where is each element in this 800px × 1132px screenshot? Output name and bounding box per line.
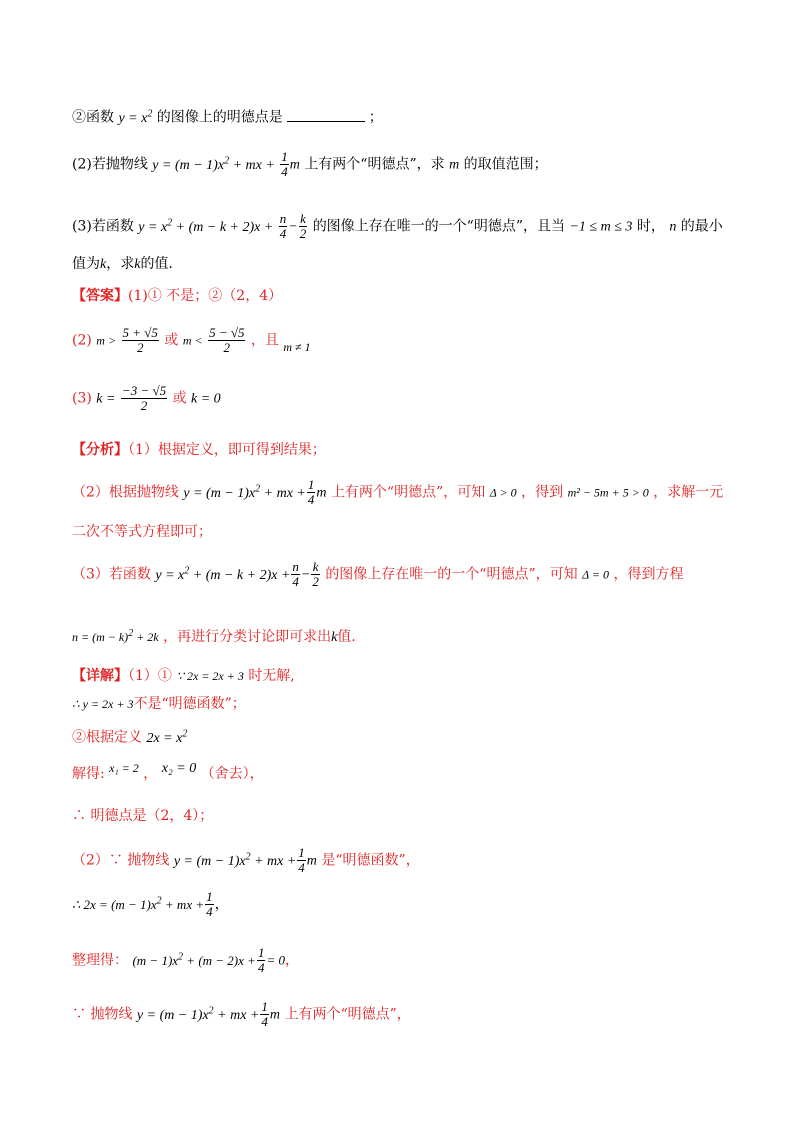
math-parabola: $y = (m - 1)x^2$ + mx + [136,1004,260,1023]
analysis-line-3 [72,522,212,542]
text: 的图像上的明德点是 [156,109,283,126]
math-m-lt: m < [182,333,203,348]
math-k-eq-0: k = 0 [191,391,221,407]
var-m: m [449,157,460,173]
question-line-2 [72,150,548,179]
analysis-line-4: （3）若函数 $y = x^2 + (m - k + 2)x$ + $\frac{n}{4}$ − $\frac{k}{2}$ 的图像上存在唯一的一个“明德点”，可知 Δ = 0 ，得到方程 [72,559,684,589]
var-m: m [306,853,317,869]
math-m-ne-1: m ≠ 1 [283,339,311,354]
math-eq-0: = 0 [266,952,285,968]
analysis-line-5 [72,624,356,648]
var-m: m [316,485,327,501]
text: ②根据定义 [72,729,142,746]
detail-line-8 [72,946,299,975]
text: 时无解, [248,668,295,684]
var-k: k [331,630,338,645]
answer-line-3 [72,384,221,413]
fraction-1-4: $\frac{1}{4}$ [307,477,315,507]
analysis-line-1 [72,440,326,460]
math-delta-eq-0: Δ = 0 [582,567,610,582]
fraction-neg3: $\frac{-3 - √5}{2}$ [121,383,167,413]
math-y-eq: ∴ y = 2x + 3 [72,697,134,711]
analysis-label: 【分析】 [72,442,128,458]
text: ， [284,952,299,969]
text: ，求解一元 [653,484,724,501]
answer-label: 【答案】 [72,288,128,304]
text: 或 [164,332,179,349]
math-rearranged: $(m - 1)x^2 + (m - 2)x$ + [132,951,256,968]
fraction-n-4: $\frac{n}{4}$ [292,559,299,589]
text: ，得到 [521,484,564,501]
fraction-1-4: $\frac{1}{4}$ [261,999,268,1029]
text: 上有两个“明德点”， [284,1006,411,1023]
text: ，再进行分类讨论即可求出 [163,629,332,645]
math-2x-eq-parabola: ∴ $2x = (m - 1)x^2$ + mx + [72,895,205,912]
text: (1)① 不是；②（2，4） [128,288,283,304]
fraction-5minus: $\frac{5 - √5}{2}$ [209,325,245,355]
text: ； [368,109,383,126]
var-k: k [134,257,141,272]
fraction-1-4: $\frac{1}{4}$ [257,945,265,975]
detail-line-9 [72,1000,411,1029]
text: 的最小 [680,218,723,235]
text: ②函数 [72,109,114,126]
fraction-k-2: $\frac{k}{2}$ [312,559,319,589]
text: （2）根据抛物线 [72,484,179,501]
detail-line-7 [72,890,229,919]
answer-blank[interactable] [287,109,365,122]
math-quadratic-ineq: m² − 5m + 5 > 0 [567,485,649,500]
math-parabola: $y = (m - 1)x^2$ + mx + [152,154,275,173]
fraction-5plus: $\frac{5 + √5}{2}$ [122,325,158,355]
text: 整理得： [72,952,128,969]
text: (3) [72,390,92,407]
text: 值. [337,629,356,645]
math-2x-eq: ∵ 2x = 2x + 3 [176,669,244,683]
text: ，求 [106,256,135,272]
text: ， [143,766,158,782]
text: 的图像上存在唯一的一个“明德点”，可知 [325,566,578,583]
math-2x-eq-x2: $2x = x^2$ [146,728,188,746]
fraction-n-4: $\frac{n}{4}$ [279,211,287,241]
text: 的取值范围； [463,156,548,173]
text: 时， [636,218,665,235]
fraction-1-4: $\frac{1}{4}$ [281,149,288,179]
math-function: $y = x^2 + (m - k + 2)x$ + [155,564,291,583]
var-m: m [269,1007,281,1023]
text: ∵ 抛物线 [72,1006,133,1023]
fraction-1-4: $\frac{1}{4}$ [298,845,305,875]
text: (3)若函数 [72,218,134,235]
text: (2) [72,332,92,349]
text: 的图像上存在唯一的一个“明德点”，且当 [312,218,566,235]
math-m-gt: m > [96,333,117,348]
text: ∴ 明德点是（2，4）； [72,808,214,824]
text: ， [214,896,229,913]
math-function: $y = x^2 + (m - k + 2)x$ + [138,216,274,235]
detail-label: 【详解】 [72,668,128,684]
math-y-eq-x2: $y = x^2$ [118,108,153,126]
detail-line-4 [72,761,264,785]
var-k: k [100,257,107,272]
text: ，得到方程 [613,566,684,583]
text: （舍去）， [200,766,264,782]
fraction-1-4: $\frac{1}{4}$ [206,889,213,919]
math-parabola: $y = (m - 1)x^2$ + mx + [173,850,297,869]
text: （3）若函数 [72,566,151,583]
text: (2)若抛物线 [72,156,148,173]
math-delta-gt-0: Δ > 0 [489,485,517,500]
var-n: n [669,219,677,235]
var-m: m [289,157,300,173]
math-n-eq: $n = (m - k)^2 + 2k$ [72,628,159,644]
text: 上有两个“明德点”，求 [304,156,445,173]
question-line-3: (3)若函数 $y = x^2 + (m - k + 2)x$ + $\frac{n}{4}$ − $\frac{k}{2}$ 的图像上存在唯一的一个“明德点”，且当 −1 ≤ m ≤ 3 时， n 的最小 [72,211,723,241]
text: 值为 [72,256,100,272]
text: （1）① [128,668,172,684]
detail-line-2 [72,694,246,714]
fraction-k-2: $\frac{k}{2}$ [299,211,307,241]
text: （1）根据定义，即可得到结果； [128,442,326,458]
text: 是“明德函数”， [321,852,420,869]
detail-line-1 [72,666,295,686]
text: （2）∵ 抛物线 [72,852,170,869]
detail-line-5 [72,806,213,826]
math-x2: x₂ = 0 [161,761,197,776]
math-k-eq: k = [96,391,116,407]
text: 不是“明德函数”； [133,696,246,712]
math-parabola: $y = (m - 1)x^2$ + mx + [183,482,306,501]
math-inequality: −1 ≤ m ≤ 3 [569,219,633,235]
answer-line-1 [72,286,282,306]
text: 或 [172,390,187,407]
question-line-1 [72,104,383,129]
text: 二次不等式方程即可； [72,524,212,540]
text: 解得: [72,766,105,782]
answer-line-2 [72,326,311,355]
detail-line-6 [72,846,420,875]
detail-line-3 [72,724,187,749]
text: 的值. [140,256,173,272]
question-line-4 [72,254,173,275]
analysis-line-2 [72,478,723,507]
text: 上有两个“明德点”，可知 [330,484,486,501]
math-x1: x₁ = 2 [109,761,139,775]
text: ，且 [250,332,279,349]
